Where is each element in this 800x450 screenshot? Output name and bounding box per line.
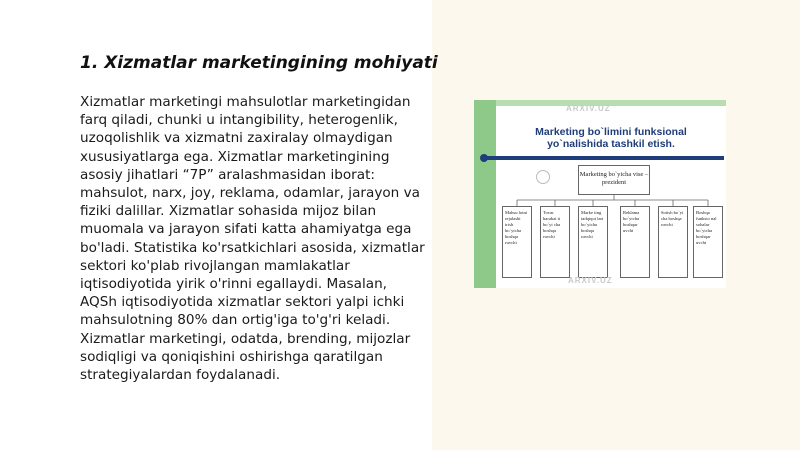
watermark-top: ARXIV.UZ <box>566 104 611 113</box>
org-chart-image <box>474 100 726 288</box>
watermark-bottom: ARXIV.UZ <box>568 276 613 285</box>
slide-title: 1. Xizmatlar marketingining mohiyati <box>80 53 438 73</box>
diagram-title-line2: yo`nalishida tashkil etish. <box>547 138 675 150</box>
slide-body-text: Xizmatlar marketingi mahsulotlar marketingidan farq qiladi, chunki u intangibility, heterogenlik, uzoqolishlik va xizmatni zaxiralay olmaydigan xususiyatlarga ega. Xizmatlar marketingining asosiy jihatlari “7P” aralashmasidan iborat: mahsulot, narx, joy, reklama, odamlar, jarayon va fiziki dalillar. Xizmatlar sohasida mijoz bilan muomala va jarayon sifati katta ahamiyatga ega bo'ladi. Statistika ko'rsatkichlari asosida, xizmatlar sektori ko'plab rivojlangan mamlakatlar iqtisodiyotida yirik o'rinni egallaydi. Masalan, AQSh iqtisodiyotida xizmatlar sektori yalpi ichki mahsulotning 80% dan ortig'iga to'g'ri keladi. Xizmatlar marketingi, odatda, brending, mijozlar sodiqligi va qoniqishini oshirishga qaratilgan strategiyalardan foydalanadi. <box>80 94 425 384</box>
org-chart-sub-box: Marke ting tadqiqot lari bo`yicha boshqa ruvchi <box>578 206 608 278</box>
diagram-title-line1: Marketing bo`limini funksional <box>535 126 687 138</box>
org-chart-top-box: Marketing bo`yicha vise – prezident <box>578 165 650 195</box>
org-chart-sub-box: Reklama bo`yicha boshqar uvchi <box>620 206 650 278</box>
org-chart-sub-box: Mahsu lotni rejalasht irish bo`yicha boshqa ruvchi <box>502 206 532 278</box>
org-chart-sub-box: Boshqa funksio nal sohalar bo`yicha boshqar uvchi <box>693 206 723 278</box>
org-chart-sub-box: Tovar harakat ti bo`yi cha boshqa ruvchi <box>540 206 570 278</box>
org-chart-sub-box: Sotish bo`yi cha boshqa ruvchi <box>658 206 688 278</box>
